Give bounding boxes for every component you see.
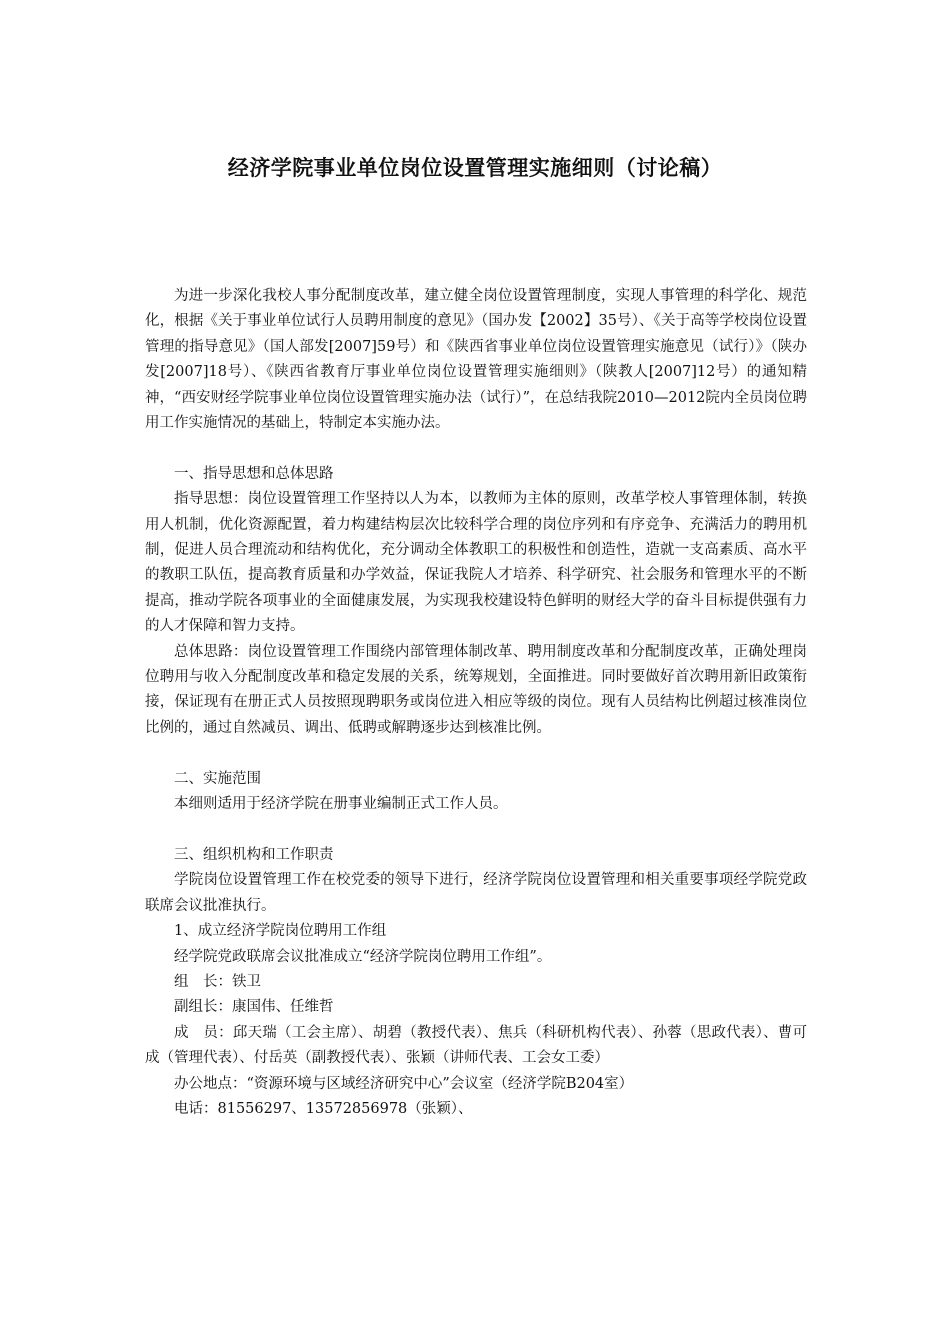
office-location: 办公地点：“资源环境与区域经济研究中心”会议室（经济学院B204室） — [174, 1075, 634, 1092]
scope-paragraph: 本细则适用于经济学院在册事业编制正式工作人员。 — [174, 796, 508, 813]
section1-heading: 一、指导思想和总体思路 — [174, 465, 334, 482]
group-deputy: 副组长：康国伟、任维哲 — [174, 999, 334, 1016]
group-members: 成 员：邱天瑞（工会主席）、胡碧（教授代表）、焦兵（科研机构代表）、孙蓉（思政代表）、曹可成（管理代表）、付岳英（副教授代表）、张颖（讲师代表、工会女工委） — [145, 1024, 807, 1067]
guiding-ideology-paragraph: 指导思想：岗位设置管理工作坚持以人为本，以教师为主体的原则，改革学校人事管理体制，转换用人机制，优化资源配置，着力构建结构层次比较科学合理的岗位序列和有序竞争、充满活力的聘用机制，促进人员合理流动和结构优化，充分调动全体教职工的积极性和创造性，造就一支高素质、高水平的教职工队伍，提高教育质量和办学效益，保证我院人才培养、科学研究、社会服务和管理水平的不断提高，推动学院各项事业的全面健康发展，为实现我校建设特色鲜明的财经大学的奋斗目标提供强有力的人才保障和智力支持。 — [145, 491, 807, 635]
document-title: 经济学院事业单位岗位设置管理实施细则（讨论稿） — [227, 156, 723, 180]
overall-approach-paragraph: 总体思路：岗位设置管理工作围绕内部管理体制改革、聘用制度改革和分配制度改革，正确处理岗位聘用与收入分配制度改革和稳定发展的关系，统筹规划，全面推进。同时要做好首次聘用新旧政策衔接，保证现有在册正式人员按照现聘职务或岗位进入相应等级的岗位。现有人员结构比例超过核准岗位比例的，通过自然减员、调出、低聘或解聘逐步达到核准比例。 — [145, 643, 807, 736]
working-group-heading: 1、成立经济学院岗位聘用工作组 — [174, 923, 387, 940]
organization-paragraph: 学院岗位设置管理工作在校党委的领导下进行，经济学院岗位设置管理和相关重要事项经学院党政联席会议批准执行。 — [145, 872, 807, 914]
document-body — [145, 284, 807, 1122]
intro-paragraph: 为进一步深化我校人事分配制度改革，建立健全岗位设置管理制度，实现人事管理的科学化、规范化，根据《关于事业单位试行人员聘用制度的意见》（国办发【2002】35号）、《关于高等学校岗位设置管理的指导意见》（国人部发[2007]59号）和《陕西省事业单位岗位设置管理实施意见（试行）》（陕办发[2007]18号）、《陕西省教育厅事业单位岗位设置管理实施细则》（陕教人[2007]12号）的通知精神，“西安财经学院事业单位岗位设置管理实施办法（试行）”，在总结我院2010—2012院内全员岗位聘用工作实施情况的基础上，特制定本实施办法。 — [145, 288, 807, 432]
section3-heading: 三、组织机构和工作职责 — [174, 846, 334, 863]
contact-phone: 电话：81556297、13572856978（张颖）、 — [174, 1100, 473, 1117]
section2-heading: 二、实施范围 — [174, 770, 261, 787]
working-group-approval: 经学院党政联席会议批准成立“经济学院岗位聘用工作组”。 — [174, 948, 552, 965]
group-leader: 组 长：铁卫 — [174, 973, 261, 990]
